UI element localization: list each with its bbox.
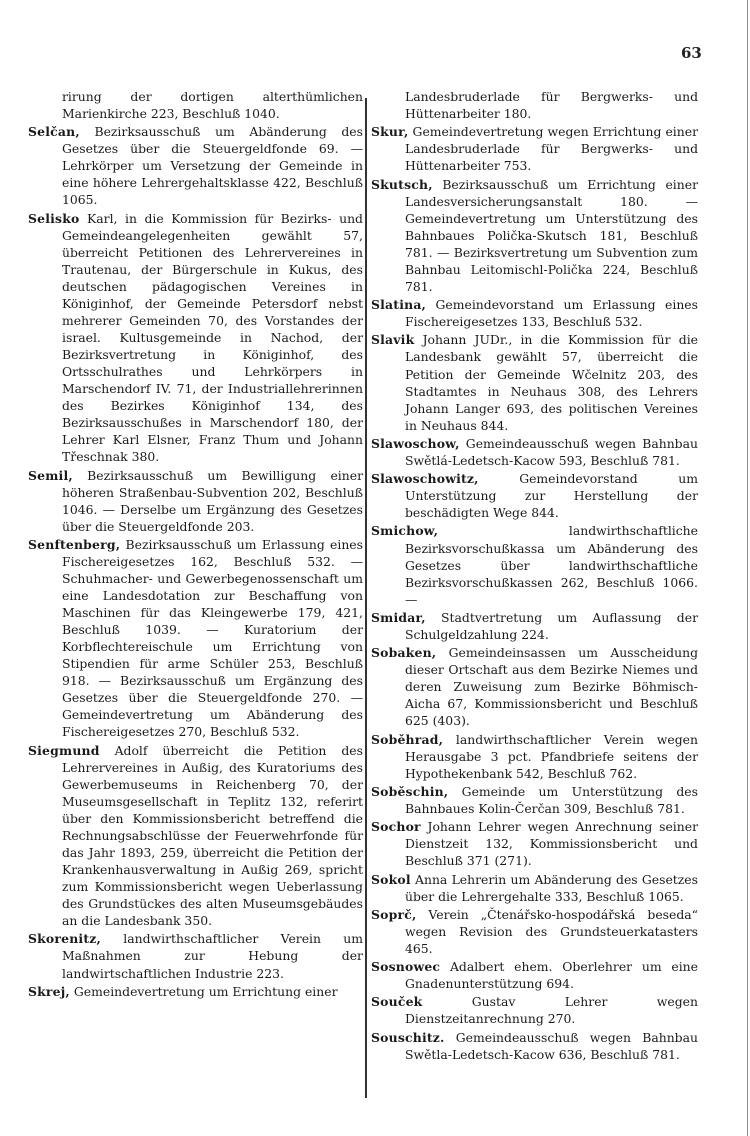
column-divider <box>365 98 367 1098</box>
index-entry <box>371 783 698 817</box>
entry-text: Bezirksausschuß um Bewilligung einer höheren Straßenbau-Subvention 202, Beschluß 1046. — Derselbe um Ergänzung des Gesetzes über die Steuergeldfonde 203. <box>62 467 363 534</box>
entry-text: Johann JUDr., in die Kommission für die Landesbank gewählt 57, überreicht die Petition der Gemeinde Wčelnitz 203, des Stadtamtes in Neuhaus 308, des Lehrers Johann Langer 693, des politischen Vereines in Neuhaus 844. <box>405 332 698 433</box>
index-entry <box>371 522 698 607</box>
entry-text: Gustav Lehrer wegen Dienstzeitanrechnung 270. <box>405 994 698 1027</box>
entry-text: Adalbert ehem. Oberlehrer um eine Gnadenunterstützung 694. <box>405 959 698 992</box>
entry-text: Bezirksausschuß um Abänderung des Gesetzes über die Steuergeldfonde 69. — Lehrkörper um Versetzung der Gemeinde in eine höhere Lehrergehaltsklasse 422, Beschluß 1065. <box>62 124 363 208</box>
right-entries <box>371 123 698 1063</box>
entry-text: Gemeindevertretung um Errichtung einer <box>69 983 338 999</box>
index-entry <box>371 818 698 869</box>
entry-heading: Sokol <box>371 871 411 887</box>
entry-heading: Slawoschow, <box>371 435 460 451</box>
entry-text: landwirthschaftlicher Verein um Maßnahmen zur Hebung der landwirtschaftlichen Industrie 223. <box>62 931 363 981</box>
index-entry <box>371 123 698 174</box>
entry-heading: Senftenberg, <box>28 536 121 552</box>
entry-heading: Skur, <box>371 124 409 140</box>
entry-text: Gemeinde um Unterstützung des Bahnbaues Kolin-Čerčan 309, Beschluß 781. <box>405 783 698 816</box>
entry-text: Gemeindeinsassen um Ausscheidung dieser Ortschaft aus dem Bezirke Niemes und deren Zuweisung zum Bezirke Böhmisch-Aicha 67, Kommissionsbericht und Beschluß 625 (403). <box>405 645 698 729</box>
index-entry <box>28 536 363 741</box>
entry-text: landwirthschaftlicher Verein wegen Herausgabe 3 pct. Pfandbriefe seitens der Hypothekenbank 542, Beschluß 762. <box>405 731 698 781</box>
entry-text: Anna Lehrerin um Abänderung des Gesetzes über die Lehrergehalte 333, Beschluß 1065. <box>405 871 698 904</box>
index-entry <box>28 742 363 930</box>
index-entry <box>371 906 698 957</box>
continuation-text: Landesbruderlade für Bergwerks- und Hüttenarbeiter 180. <box>405 89 698 122</box>
entry-heading: Smichow, <box>371 523 439 539</box>
entry-text: Gemeindevorstand um Erlassung eines Fischereigesetzes 133, Beschluß 532. <box>405 297 698 330</box>
continuation-text: rirung der dortigen alterthümlichen Marienkirche 223, Beschluß 1040. <box>62 89 363 122</box>
page-edge-line <box>747 0 748 1136</box>
entry-heading: Semil, <box>28 467 73 483</box>
index-entry <box>371 331 698 433</box>
entry-heading: Sochor <box>371 819 421 835</box>
entry-text: Gemeindeausschuß wegen Bahnbau Swětlá-Ledetsch-Kacow 593, Beschluß 781. <box>405 435 698 468</box>
index-entry <box>371 993 698 1027</box>
entry-text: Bezirksausschuß um Errichtung einer Landesversicherungsanstalt 180. — Gemeindevertretung um Unterstützung des Bahnbaues Polička-Skutsch 181, Beschluß 781. — Bezirksvertretung um Subvention zum Bahnbau Leitomischl-Polička 224, Beschluß 781. <box>405 176 698 294</box>
entry-text: Gemeindeausschuß wegen Bahnbau Swětla-Ledetsch-Kacow 636, Beschluß 781. <box>405 1029 698 1062</box>
entry-heading: Sobaken, <box>371 645 437 661</box>
entry-text: Gemeindevertretung wegen Errichtung einer Landesbruderlade für Bergwerks- und Hüttenarbeiter 753. <box>405 124 698 174</box>
index-entry <box>371 871 698 905</box>
index-entry <box>371 644 698 729</box>
entry-heading: Souschitz. <box>371 1029 445 1045</box>
entry-heading: Siegmund <box>28 742 100 758</box>
entry-text: Gemeindevorstand um Unterstützung zur Herstellung der beschädigten Wege 844. <box>405 471 698 521</box>
index-entry <box>28 210 363 466</box>
entry-heading: Soprč, <box>371 906 417 922</box>
entry-text: Stadtvertretung um Auflassung der Schulgeldzahlung 224. <box>405 609 698 642</box>
page-number: 63 <box>681 44 702 62</box>
entry-heading: Slavik <box>371 332 415 348</box>
entry-text: landwirthschaftliche Bezirksvorschußkassa um Abänderung des Gesetzes über landwirthschaftliche Bezirksvorschußkassen 262, Beschluß 1066. — <box>405 523 698 607</box>
entry-heading: Slawoschowitz, <box>371 471 479 487</box>
right-column <box>371 88 698 1064</box>
entry-heading: Selčan, <box>28 124 80 140</box>
entry-heading: Skorenitz, <box>28 931 101 947</box>
entry-text: Johann Lehrer wegen Anrechnung seiner Dienstzeit 132, Kommissionsbericht und Beschluß 371 (271). <box>405 819 698 869</box>
index-entry <box>28 123 363 208</box>
index-entry <box>371 731 698 782</box>
index-entry <box>371 609 698 643</box>
index-entry <box>371 958 698 992</box>
entry-heading: Skrej, <box>28 983 70 999</box>
entry-text: Bezirksausschuß um Erlassung eines Fischereigesetzes 162, Beschluß 532. — Schuhmacher- und Gewerbegenossenschaft um eine Landesdotation zur Beschaffung von Maschinen für das Kleingewerbe 179, 421, Beschluß 1039. — Kuratorium der Korbflechtereischule um Errichtung von Stipendien für arme Schüler 253, Beschluß 918. — Bezirksausschuß um Ergänzung des Gesetzes über die Steuergeldfonde 270. — Gemeindevertretung um Abänderung des Fischereigesetzes 270, Beschluß 532. <box>62 536 363 740</box>
entry-heading: Selisko <box>28 210 80 226</box>
index-entry <box>28 930 363 981</box>
entry-text: Adolf überreicht die Petition des Lehrervereines in Außig, des Kuratoriums des Gewerbemuseums in Reichenberg 70, der Museumsgesellschaft in Teplitz 132, referirt über den Kommissionsbericht betreffend die Rechnungsabschlüsse der Feuerwehrfonde für das Jahr 1893, 259, überreicht die Petition der Krankenhausverwaltung in Außig 269, spricht zum Kommissionsbericht wegen Ueberlassung des Grundstückes des alten Museumsgebäudes an die Landesbank 350. <box>62 742 363 929</box>
entry-text: Karl, in die Kommission für Bezirks- und Gemeindeangelegenheiten gewählt 57, überreicht Petitionen des Lehrervereines in Trautenau, der Bürgerschule in Kukus, des deutschen pädagogischen Vereines in Königinhof, der Gemeinde Petersdorf nebst mehrerer Gemeinden 70, des Vorstandes der israel. Kultusgemeinde in Nachod, der Bezirksvertretung in Königinhof, des Ortsschulrathes und Lehrkörpers in Marschendorf IV. 71, der Industriallehrerinnen des Bezirkes Königinhof 134, des Bezirksausschußes in Marschendorf 180, der Lehrer Karl Elsner, Franz Thum und Johann Třeschnak 380. <box>62 210 363 465</box>
index-entry <box>371 1029 698 1063</box>
index-entry <box>28 467 363 535</box>
index-entry <box>371 176 698 295</box>
entry-heading: Skutsch, <box>371 176 433 192</box>
index-entry <box>371 435 698 469</box>
entry-heading: Slatina, <box>371 297 427 313</box>
entry-heading: Smidar, <box>371 609 426 625</box>
entry-heading: Soběschin, <box>371 783 449 799</box>
entry-text: Verein „Čtenářsko-hospodářská beseda“ wegen Revision des Grundsteuerkatasters 465. <box>405 906 698 956</box>
entry-heading: Souček <box>371 994 423 1010</box>
entry-heading: Sosnowec <box>371 959 441 975</box>
index-entry <box>371 470 698 521</box>
index-entry <box>371 296 698 330</box>
left-entries <box>28 123 363 1000</box>
left-column <box>28 88 363 1001</box>
entry-heading: Soběhrad, <box>371 731 444 747</box>
index-entry <box>28 983 363 1000</box>
